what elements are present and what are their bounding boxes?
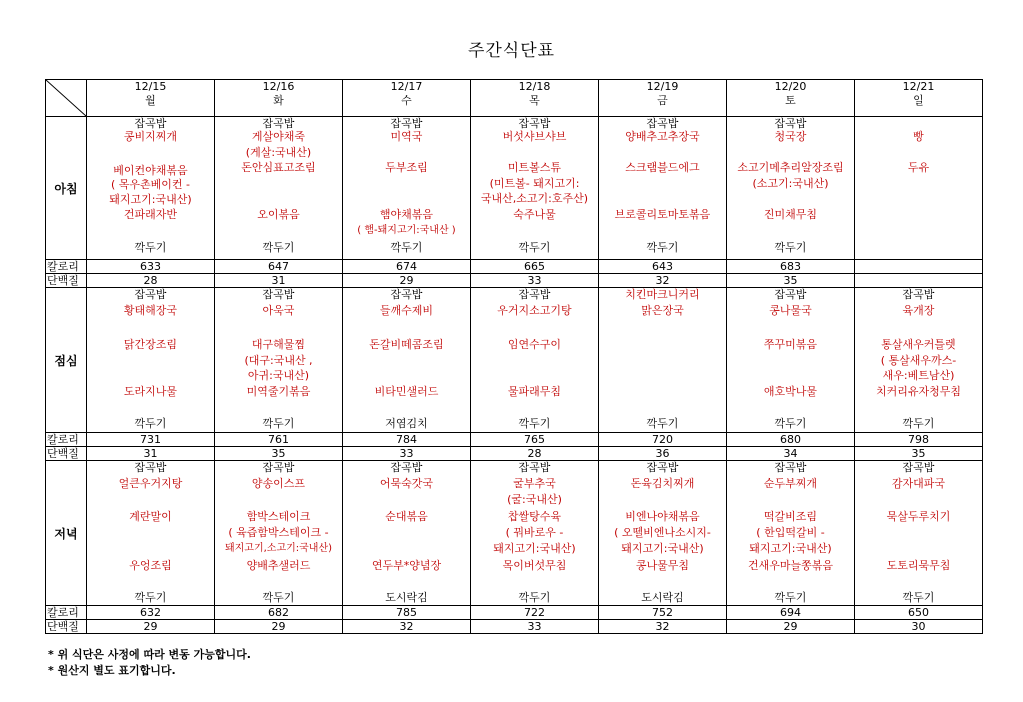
- protein-value: 31: [87, 447, 215, 461]
- menu-item: ( 꿔바로우 -: [505, 526, 564, 539]
- menu-item: 도시락김: [641, 591, 684, 604]
- protein-label: 단백질: [46, 274, 87, 288]
- menu-item: 깍두기: [902, 591, 935, 604]
- menu-item: 함박스테이크: [246, 510, 311, 523]
- menu-item: 굴부추국: [513, 477, 556, 490]
- menu-item: 새우:베트남산): [882, 369, 955, 382]
- menu-item: 돼지고기,소고기:국내산): [224, 543, 333, 554]
- menu-item: 쭈꾸미볶음: [763, 338, 818, 351]
- menu-item: 찹쌀탕수육: [507, 510, 562, 523]
- menu-item: 잡곡밥: [774, 288, 807, 301]
- day-header: [87, 80, 215, 117]
- protein-value: [855, 274, 983, 288]
- menu-item: 콩비지찌개: [123, 130, 178, 143]
- menu-item: 건파래자반: [123, 208, 178, 221]
- menu-item: 떡갈비조림: [763, 510, 818, 523]
- menu-item: 국내산,소고기:호주산): [480, 192, 589, 205]
- menu-item: 잡곡밥: [262, 117, 295, 130]
- menu-item: ( 한입떡갈비 -: [756, 526, 825, 539]
- meal-label: 아침: [46, 117, 87, 260]
- day-header: [855, 80, 983, 117]
- menu-cell: [599, 117, 727, 260]
- menu-item: 깍두기: [262, 591, 295, 604]
- menu-cell: [471, 461, 599, 606]
- day-date: 12/15: [134, 80, 167, 93]
- menu-item: 물파래무침: [507, 385, 562, 398]
- protein-value: 31: [215, 274, 343, 288]
- menu-item: (소고기:국내산): [752, 177, 829, 190]
- day-date: 12/21: [902, 80, 935, 93]
- day-date: 12/20: [774, 80, 807, 93]
- menu-item: 깍두기: [774, 241, 807, 254]
- menu-item: 오이볶음: [257, 208, 300, 221]
- protein-value: 35: [215, 447, 343, 461]
- protein-value: 32: [343, 620, 471, 634]
- menu-item: 돈육김치찌개: [630, 477, 695, 490]
- menu-item: ( 통살새우까스-: [880, 354, 957, 367]
- menu-cell: [87, 117, 215, 260]
- day-date: 12/16: [262, 80, 295, 93]
- menu-item: 잡곡밥: [134, 288, 167, 301]
- menu-item: 베이컨야채볶음: [113, 164, 188, 177]
- protein-value: 29: [215, 620, 343, 634]
- meal-label: 저녁: [46, 461, 87, 606]
- calories-value: 720: [599, 433, 727, 447]
- calories-value: 680: [727, 433, 855, 447]
- menu-item: 잡곡밥: [390, 117, 423, 130]
- menu-item: 깍두기: [262, 417, 295, 430]
- menu-cell: [215, 461, 343, 606]
- calories-row: [46, 606, 983, 620]
- menu-item: (대구:국내산 ,: [244, 354, 313, 367]
- menu-item: 통살새우커틀렛: [881, 338, 956, 351]
- menu-item: ( 목우촌베이컨 -: [110, 178, 190, 191]
- protein-value: 28: [87, 274, 215, 288]
- day-of-week: 화: [273, 94, 284, 107]
- menu-item: ( 육즙함박스테이크 -: [228, 526, 329, 539]
- menu-item: 돼지고기:국내산): [493, 542, 576, 555]
- calories-value: 731: [87, 433, 215, 447]
- menu-item: 잡곡밥: [134, 117, 167, 130]
- calories-value: 683: [727, 260, 855, 274]
- menu-item: 황태해장국: [123, 304, 178, 317]
- menu-item: 깍두기: [518, 417, 551, 430]
- calories-label: 칼로리: [46, 433, 87, 447]
- protein-label: 단백질: [46, 620, 87, 634]
- menu-cell: [343, 288, 471, 433]
- calories-value: 722: [471, 606, 599, 620]
- menu-item: 돼지고기:국내산): [621, 542, 704, 555]
- menu-item: 진미채무침: [763, 208, 818, 221]
- menu-item: 깍두기: [646, 241, 679, 254]
- menu-item: 양배추샐러드: [246, 559, 311, 572]
- menu-item: 햄야채볶음: [379, 208, 434, 221]
- menu-cell: [855, 117, 983, 260]
- protein-value: 35: [727, 274, 855, 288]
- menu-item: 잡곡밥: [774, 117, 807, 130]
- menu-item: 잡곡밥: [646, 461, 679, 474]
- day-of-week: 토: [785, 94, 796, 107]
- menu-item: 두부조림: [385, 161, 428, 174]
- note-line: * 원산지 별도 표기합니다.: [48, 664, 176, 677]
- meal-row: [46, 461, 983, 606]
- menu-item: 돼지고기:국내산): [109, 193, 192, 206]
- calories-value: 694: [727, 606, 855, 620]
- menu-item: ( 오뗄비엔나소시지-: [614, 526, 711, 539]
- menu-item: 우거지소고기탕: [497, 304, 572, 317]
- menu-item: ( 햄-돼지고기:국내산 ): [357, 225, 456, 236]
- menu-item: 도라지나물: [123, 385, 178, 398]
- menu-item: 깍두기: [134, 591, 167, 604]
- calories-value: 647: [215, 260, 343, 274]
- calories-row: [46, 260, 983, 274]
- menu-item: 깍두기: [774, 591, 807, 604]
- menu-item: 대구해물찜: [251, 338, 306, 351]
- menu-item: 잡곡밥: [518, 288, 551, 301]
- menu-item: 콩나물무침: [635, 559, 690, 572]
- note-line: * 위 식단은 사정에 따라 변동 가능합니다.: [48, 648, 251, 661]
- menu-item: 치킨마크니커리: [625, 288, 700, 301]
- menu-item: 잡곡밥: [902, 288, 935, 301]
- menu-item: 깍두기: [518, 241, 551, 254]
- weekly-menu-table: [45, 79, 983, 634]
- menu-item: 건새우마늘쫑볶음: [747, 559, 833, 572]
- menu-item: 순대볶음: [385, 510, 428, 523]
- calories-value: [855, 260, 983, 274]
- menu-item: 깍두기: [134, 417, 167, 430]
- menu-item: 브로콜리토마토볶음: [614, 208, 711, 221]
- menu-item: 연두부*양념장: [371, 559, 442, 572]
- menu-item: 치커리유자청무침: [875, 385, 961, 398]
- menu-item: 저염김치: [385, 417, 428, 430]
- menu-item: 양배추고추장국: [625, 130, 700, 143]
- day-of-week: 금: [657, 94, 668, 107]
- menu-item: 감자대파국: [891, 477, 946, 490]
- day-of-week: 수: [401, 94, 412, 107]
- menu-item: 어묵숙갓국: [379, 477, 434, 490]
- menu-item: 소고기메추리알장조림: [737, 161, 844, 174]
- protein-value: 29: [727, 620, 855, 634]
- protein-row: [46, 620, 983, 634]
- menu-item: (미트볼- 돼지고기:: [489, 177, 580, 190]
- protein-value: 34: [727, 447, 855, 461]
- calories-value: 682: [215, 606, 343, 620]
- calories-value: 761: [215, 433, 343, 447]
- menu-item: 양송이스프: [251, 477, 306, 490]
- meal-row: [46, 288, 983, 433]
- meal-label: 점심: [46, 288, 87, 433]
- menu-item: 잡곡밥: [134, 461, 167, 474]
- menu-item: 임연수구이: [507, 338, 562, 351]
- protein-value: 33: [471, 620, 599, 634]
- menu-cell: [343, 461, 471, 606]
- menu-item: 청국장: [774, 130, 807, 143]
- menu-item: 두유: [907, 161, 930, 174]
- menu-item: 애호박나물: [763, 385, 818, 398]
- protein-value: 33: [343, 447, 471, 461]
- calories-value: 785: [343, 606, 471, 620]
- day-header: [727, 80, 855, 117]
- protein-value: 32: [599, 274, 727, 288]
- menu-item: (게살:국내산): [245, 146, 312, 159]
- menu-item: 잡곡밥: [262, 288, 295, 301]
- menu-item: 도시락김: [385, 591, 428, 604]
- menu-cell: [727, 461, 855, 606]
- menu-item: 미역줄기볶음: [246, 385, 311, 398]
- menu-cell: [215, 288, 343, 433]
- day-date: 12/18: [518, 80, 551, 93]
- menu-item: (굴:국내산): [507, 493, 562, 506]
- calories-value: 665: [471, 260, 599, 274]
- day-of-week: 목: [529, 94, 540, 107]
- calories-value: 784: [343, 433, 471, 447]
- menu-item: 들깨수제비: [379, 304, 434, 317]
- menu-item: 빵: [913, 130, 924, 143]
- menu-item: 버섯샤브샤브: [502, 130, 567, 143]
- header-row: [46, 80, 983, 117]
- menu-item: 스크램블드에그: [625, 161, 700, 174]
- day-date: 12/17: [390, 80, 423, 93]
- menu-item: 잡곡밥: [390, 288, 423, 301]
- day-header: [471, 80, 599, 117]
- menu-item: 도토리묵무침: [886, 559, 951, 572]
- protein-value: 30: [855, 620, 983, 634]
- protein-value: 29: [87, 620, 215, 634]
- menu-cell: [471, 117, 599, 260]
- diagonal-line-icon: [46, 80, 86, 116]
- calories-value: 752: [599, 606, 727, 620]
- menu-item: 콩나물국: [769, 304, 812, 317]
- menu-cell: [727, 288, 855, 433]
- protein-row: [46, 274, 983, 288]
- menu-item: 비엔나야채볶음: [625, 510, 700, 523]
- menu-item: 깍두기: [390, 241, 423, 254]
- menu-cell: [87, 288, 215, 433]
- menu-item: 깍두기: [902, 417, 935, 430]
- menu-item: 묵살두루치기: [886, 510, 951, 523]
- menu-item: 돈갈비떼콤조림: [369, 338, 444, 351]
- protein-row: [46, 447, 983, 461]
- menu-cell: [343, 117, 471, 260]
- page-title: 주간식단표: [467, 41, 556, 61]
- protein-value: 36: [599, 447, 727, 461]
- menu-cell: [599, 288, 727, 433]
- menu-item: 깍두기: [262, 241, 295, 254]
- meal-row: [46, 117, 983, 260]
- calories-label: 칼로리: [46, 260, 87, 274]
- menu-cell: [855, 288, 983, 433]
- menu-item: 얼큰우거지탕: [118, 477, 183, 490]
- menu-item: 돈안심표고조림: [241, 161, 316, 174]
- calories-value: 650: [855, 606, 983, 620]
- menu-item: 미역국: [390, 130, 423, 143]
- menu-item: 돼지고기:국내산): [749, 542, 832, 555]
- calories-label: 칼로리: [46, 606, 87, 620]
- day-of-week: 월: [145, 94, 156, 107]
- menu-item: 맑은장국: [641, 304, 684, 317]
- menu-item: 닭간장조림: [123, 338, 178, 351]
- calories-value: 643: [599, 260, 727, 274]
- menu-cell: [599, 461, 727, 606]
- calories-value: 765: [471, 433, 599, 447]
- menu-item: 숙주나물: [513, 208, 556, 221]
- menu-item: 게살야채죽: [251, 130, 306, 143]
- menu-item: 우엉조림: [129, 559, 172, 572]
- menu-item: 깍두기: [774, 417, 807, 430]
- day-of-week: 일: [913, 94, 924, 107]
- protein-value: 29: [343, 274, 471, 288]
- protein-label: 단백질: [46, 447, 87, 461]
- day-header: [215, 80, 343, 117]
- calories-row: [46, 433, 983, 447]
- protein-value: 33: [471, 274, 599, 288]
- menu-item: 잡곡밥: [902, 461, 935, 474]
- menu-cell: [727, 117, 855, 260]
- menu-item: 미트볼스튜: [507, 161, 562, 174]
- menu-item: 아욱국: [262, 304, 295, 317]
- menu-item: 깍두기: [518, 591, 551, 604]
- menu-item: 잡곡밥: [390, 461, 423, 474]
- day-header: [343, 80, 471, 117]
- menu-item: 비타민샐러드: [374, 385, 439, 398]
- menu-item: 잡곡밥: [262, 461, 295, 474]
- menu-cell: [87, 461, 215, 606]
- day-date: 12/19: [646, 80, 679, 93]
- day-header: [599, 80, 727, 117]
- notes: [48, 647, 251, 679]
- menu-item: 계란말이: [129, 510, 172, 523]
- diagonal-divider: [46, 80, 86, 116]
- menu-item: 잡곡밥: [518, 117, 551, 130]
- protein-value: 32: [599, 620, 727, 634]
- menu-item: 순두부찌개: [763, 477, 818, 490]
- menu-item: 아귀:국내산): [247, 369, 310, 382]
- menu-table-body: [46, 80, 983, 634]
- menu-cell: [855, 461, 983, 606]
- menu-item: 잡곡밥: [646, 117, 679, 130]
- calories-value: 674: [343, 260, 471, 274]
- calories-value: 632: [87, 606, 215, 620]
- menu-item: 잡곡밥: [518, 461, 551, 474]
- menu-item: 깍두기: [646, 417, 679, 430]
- corner-cell: [46, 80, 87, 117]
- calories-value: 633: [87, 260, 215, 274]
- protein-value: 35: [855, 447, 983, 461]
- menu-cell: [215, 117, 343, 260]
- menu-cell: [471, 288, 599, 433]
- menu-item: 잡곡밥: [774, 461, 807, 474]
- menu-item: 육개장: [902, 304, 935, 317]
- calories-value: 798: [855, 433, 983, 447]
- menu-item: 깍두기: [134, 241, 167, 254]
- menu-item: 목이버섯무침: [502, 559, 567, 572]
- protein-value: 28: [471, 447, 599, 461]
